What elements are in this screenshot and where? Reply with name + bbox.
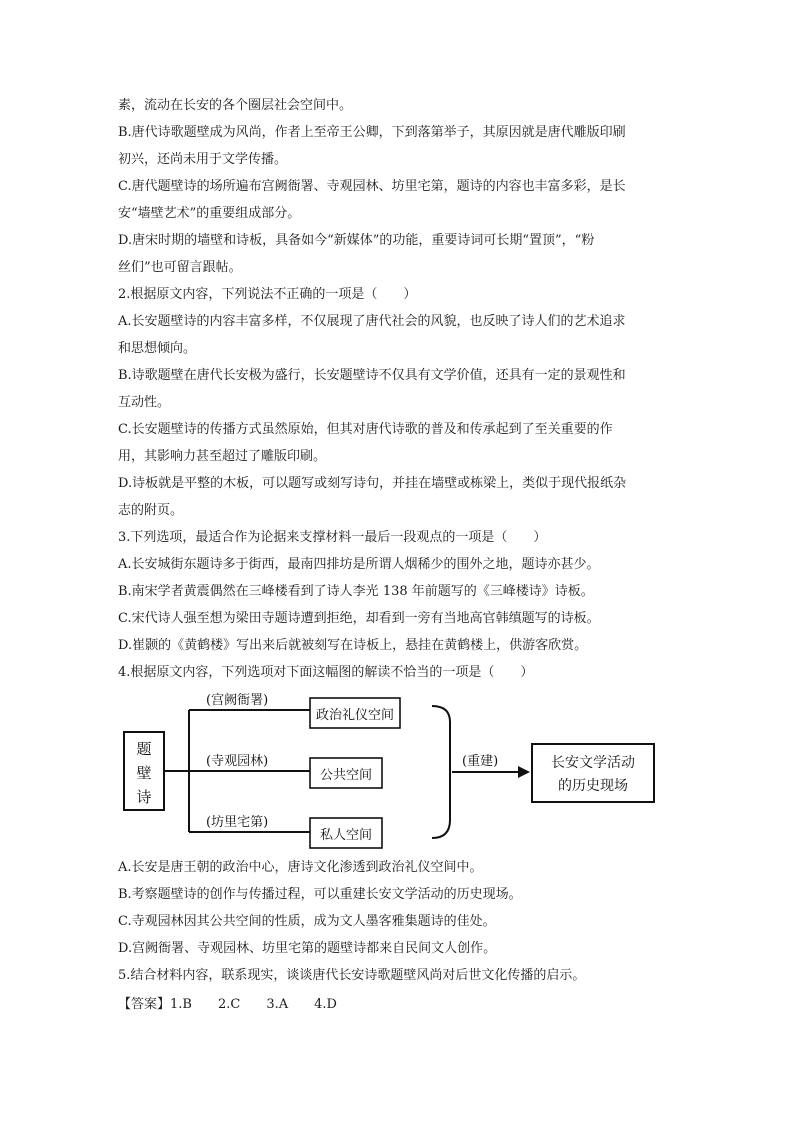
text-line: C.长安题壁诗的传播方式虽然原始，但其对唐代诗歌的普及和传承起到了至关重要的作 <box>118 422 613 437</box>
answer-item: 3.A <box>266 997 289 1012</box>
text-line: 用，其影响力甚至超过了雕版印刷。 <box>118 449 327 464</box>
text-line: C.寺观园林因其公共空间的性质，成为文人墨客雅集题诗的佳处。 <box>118 914 496 929</box>
answer-item: 1.B <box>170 997 192 1012</box>
target-text-3: 私人空间 <box>319 828 373 843</box>
flow-diagram-svg <box>114 692 674 852</box>
text-line: D.崔颢的《黄鹤楼》写出来后就被刻写在诗板上，悬挂在黄鹤楼上，供游客欣赏。 <box>118 638 588 653</box>
question-2: 2.根据原文内容，下列说法不正确的一项是（ ） <box>118 287 417 302</box>
source-char-1: 题 <box>136 740 152 758</box>
text-line: B.唐代诗歌题壁成为风尚，作者上至帝王公卿，下到落第举子，其原因就是唐代雕版印刷 <box>118 125 626 140</box>
text-line: 志的附页。 <box>118 503 184 518</box>
page-content <box>118 92 678 1018</box>
answer-label: 【答案】 <box>118 997 171 1012</box>
question-3: 3.下列选项，最适合作为论据来支撑材料一最后一段观点的一项是（ ） <box>118 530 547 545</box>
text-line: 和思想倾向。 <box>118 341 197 356</box>
text-line: A.长安是唐王朝的政治中心，唐诗文化渗透到政治礼仪空间中。 <box>118 860 483 875</box>
flow-diagram <box>114 692 674 852</box>
branch-label-1: (宫阙衙署) <box>206 693 269 708</box>
text-line: D.诗板就是平整的木板，可以题写或刻写诗句，并挂在墙壁或栋梁上，类似于现代报纸杂 <box>118 476 627 491</box>
text-line: C.唐代题壁诗的场所遍布宫阙衙署、寺观园林、坊里宅第，题诗的内容也丰富多彩，是长 <box>118 179 626 194</box>
question-4: 4.根据原文内容，下列选项对下面这幅图的解读不恰当的一项是（ ） <box>118 665 534 680</box>
answer-line <box>118 991 678 1018</box>
text-line: 安“墙壁艺术”的重要组成部分。 <box>118 206 301 221</box>
source-char-3: 诗 <box>136 788 152 806</box>
result-text-1: 长安文学活动 <box>551 755 635 771</box>
text-line: 初兴，还尚未用于文学传播。 <box>118 152 288 167</box>
text-line: B.考察题壁诗的创作与传播过程，可以重建长安文学活动的历史现场。 <box>118 887 522 902</box>
text-line: 互动性。 <box>118 395 171 410</box>
target-text-2: 公共空间 <box>319 768 373 783</box>
branch-label-2: (寺观园林) <box>206 754 269 769</box>
arrow-head <box>518 766 530 778</box>
answer-item: 2.C <box>217 997 241 1012</box>
text-line: A.长安城街东题诗多于街西，最南四排坊是所谓人烟稀少的围外之地，题诗亦甚少。 <box>118 557 600 572</box>
text-line: 素，流动在长安的各个圈层社会空间中。 <box>118 98 353 113</box>
result-text-2: 的历史现场 <box>558 778 628 794</box>
target-text-1: 政治礼仪空间 <box>315 708 395 723</box>
text-line: C.宋代诗人强至想为梁田寺题诗遭到拒绝，却看到一旁有当地高官韩缜题写的诗板。 <box>118 611 600 626</box>
text-line: 丝们”也可留言跟帖。 <box>118 260 242 275</box>
text-line: D.宫阙衙署、寺观园林、坊里宅第的题壁诗都来自民间文人创作。 <box>118 941 497 956</box>
text-line: B.诗歌题壁在唐代长安极为盛行，长安题壁诗不仅具有文学价值，还具有一定的景观性和 <box>118 368 626 383</box>
text-line: D.唐宋时期的墙壁和诗板，具备如今“新媒体”的功能，重要诗词可长期“置顶”，“粉 <box>118 233 595 248</box>
question-5: 5.结合材料内容，联系现实，谈谈唐代长安诗歌题壁风尚对后世文化传播的启示。 <box>118 968 586 983</box>
bracket <box>432 706 450 838</box>
answer-item: 4.D <box>314 997 337 1012</box>
text-line: B.南宋学者黄震偶然在三峰楼看到了诗人李光 138 年前题写的《三峰楼诗》诗板。 <box>118 584 594 599</box>
branch-label-3: (坊里宅第) <box>206 815 269 830</box>
source-char-2: 壁 <box>136 764 152 782</box>
arrow-label: (重建) <box>462 754 499 769</box>
text-line: A.长安题壁诗的内容丰富多样，不仅展现了唐代社会的风貌，也反映了诗人们的艺术追求 <box>118 314 626 329</box>
